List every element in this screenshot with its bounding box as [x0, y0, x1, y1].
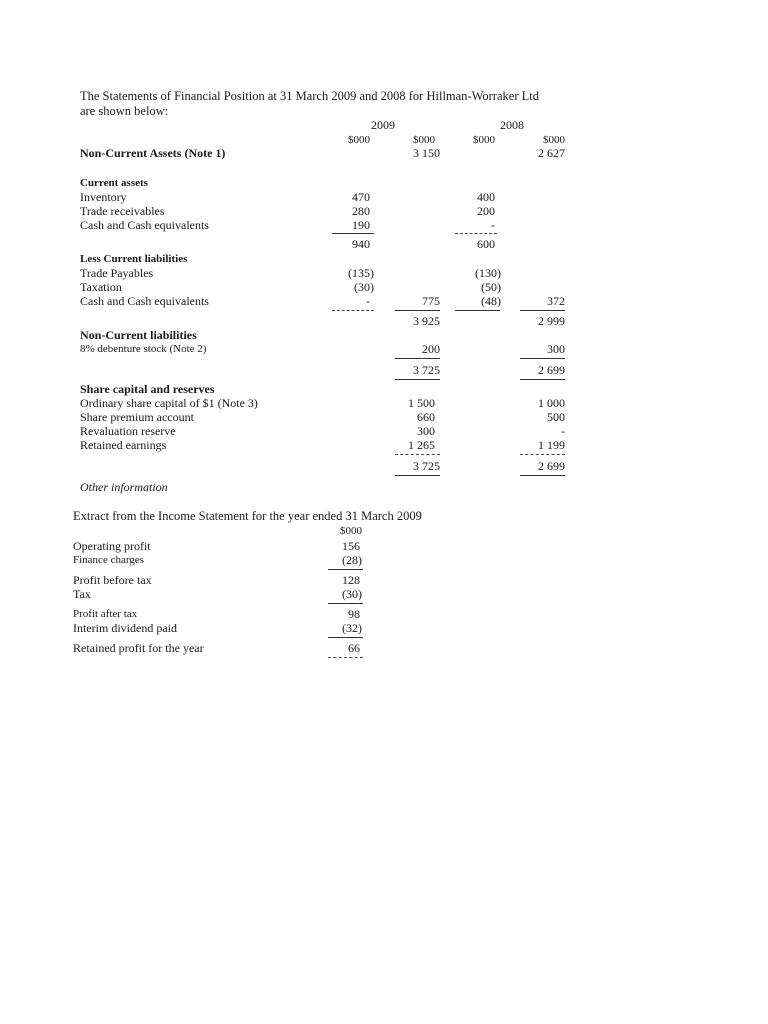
other-information-label: Other information [80, 480, 168, 494]
income-row-value: 128 [342, 573, 360, 587]
equity-total-2008: 2 699 [538, 459, 565, 473]
equity-row-2008: 1 199 [538, 438, 565, 452]
income-row-label: Interim dividend paid [73, 621, 177, 635]
net-current-assets-2008: 372 [547, 294, 565, 308]
income-row-value: 98 [348, 607, 360, 621]
income-unit-header: $000 [340, 525, 362, 537]
income-row-value: (32) [342, 621, 362, 635]
equity-row-2009: 300 [417, 424, 435, 438]
equity-total-2009: 3 725 [413, 459, 440, 473]
current-liability-2008: (50) [481, 280, 501, 294]
equity-row-2008: 500 [547, 410, 565, 424]
unit-header-2008-b: $000 [543, 134, 565, 146]
current-liability-2008: (130) [475, 266, 501, 280]
rule [395, 379, 440, 380]
unit-header-2009-a: $000 [348, 134, 370, 146]
rule [455, 310, 500, 311]
current-asset-2009: 470 [352, 190, 370, 204]
current-asset-label: Inventory [80, 190, 127, 204]
income-row-value: 66 [348, 641, 360, 655]
current-assets-total-2008: 600 [477, 237, 495, 251]
income-row-value: (28) [342, 553, 362, 567]
current-asset-2008: 200 [477, 204, 495, 218]
equity-row-2009: 660 [417, 410, 435, 424]
current-liability-label: Trade Payables [80, 266, 154, 280]
rule [455, 233, 497, 234]
rule [328, 603, 363, 604]
equity-row-2008: 1 000 [538, 396, 565, 410]
rule [520, 358, 565, 359]
debenture-label: 8% debenture stock (Note 2) [80, 343, 207, 355]
income-row-value: 156 [342, 539, 360, 553]
net-assets-2009: 3 725 [413, 363, 440, 377]
current-liability-2009: (30) [354, 280, 374, 294]
current-asset-label: Cash and Cash equivalents [80, 218, 209, 232]
unit-header-2008-a: $000 [473, 134, 495, 146]
current-asset-2009: 280 [352, 204, 370, 218]
income-row-label: Operating profit [73, 539, 151, 553]
income-row-value: (30) [342, 587, 362, 601]
net-assets-2008: 2 699 [538, 363, 565, 377]
current-asset-label: Trade receivables [80, 204, 165, 218]
equity-row-2008: - [561, 424, 565, 438]
equity-row-label: Revaluation reserve [80, 424, 176, 438]
income-row-label: Tax [73, 587, 91, 601]
rule [395, 310, 440, 311]
non-current-liabilities-label: Non-Current liabilities [80, 328, 197, 342]
equity-row-label: Ordinary share capital of $1 (Note 3) [80, 396, 258, 410]
rule [395, 475, 440, 476]
current-liability-label: Taxation [80, 280, 122, 294]
non-current-assets-label: Non-Current Assets (Note 1) [80, 146, 226, 160]
share-capital-reserves-label: Share capital and reserves [80, 382, 215, 396]
debenture-2008: 300 [547, 342, 565, 356]
current-asset-2008: 400 [477, 190, 495, 204]
income-row-label: Retained profit for the year [73, 641, 204, 655]
rule [332, 310, 374, 311]
equity-row-2009: 1 500 [408, 396, 435, 410]
rule [328, 657, 363, 658]
rule [520, 475, 565, 476]
current-liability-2009: (135) [348, 266, 374, 280]
income-statement-title: Extract from the Income Statement for the year ended 31 March 2009 [73, 509, 422, 523]
current-assets-total-2009: 940 [352, 237, 370, 251]
year-header-2009: 2009 [371, 118, 395, 132]
non-current-assets-2009: 3 150 [413, 146, 440, 160]
intro-line-2: are shown below: [80, 104, 169, 118]
income-row-label: Profit before tax [73, 573, 152, 587]
net-current-assets-2009: 775 [422, 294, 440, 308]
rule [328, 569, 363, 570]
income-row-label: Finance charges [73, 554, 144, 566]
rule [332, 233, 374, 234]
current-asset-2008: - [491, 218, 495, 232]
equity-row-label: Retained earnings [80, 438, 167, 452]
equity-row-label: Share premium account [80, 410, 194, 424]
subtotal-2008: 2 999 [538, 314, 565, 328]
rule [395, 454, 440, 455]
current-assets-label: Current assets [80, 177, 148, 189]
subtotal-2009: 3 925 [413, 314, 440, 328]
current-liabilities-label: Less Current liabilities [80, 253, 188, 265]
rule [520, 454, 565, 455]
current-liability-label: Cash and Cash equivalents [80, 294, 209, 308]
intro-line-1: The Statements of Financial Position at 31 March 2009 and 2008 for Hillman-Worraker Ltd [80, 89, 539, 103]
income-row-label: Profit after tax [73, 608, 138, 620]
rule [395, 358, 440, 359]
year-header-2008: 2008 [500, 118, 524, 132]
rule [520, 379, 565, 380]
equity-row-2009: 1 265 [408, 438, 435, 452]
debenture-2009: 200 [422, 342, 440, 356]
non-current-assets-2008: 2 627 [538, 146, 565, 160]
rule [328, 637, 363, 638]
unit-header-2009-b: $000 [413, 134, 435, 146]
current-liability-2009: - [366, 294, 370, 308]
rule [520, 310, 565, 311]
current-liability-2008: (48) [481, 294, 501, 308]
current-asset-2009: 190 [352, 218, 370, 232]
